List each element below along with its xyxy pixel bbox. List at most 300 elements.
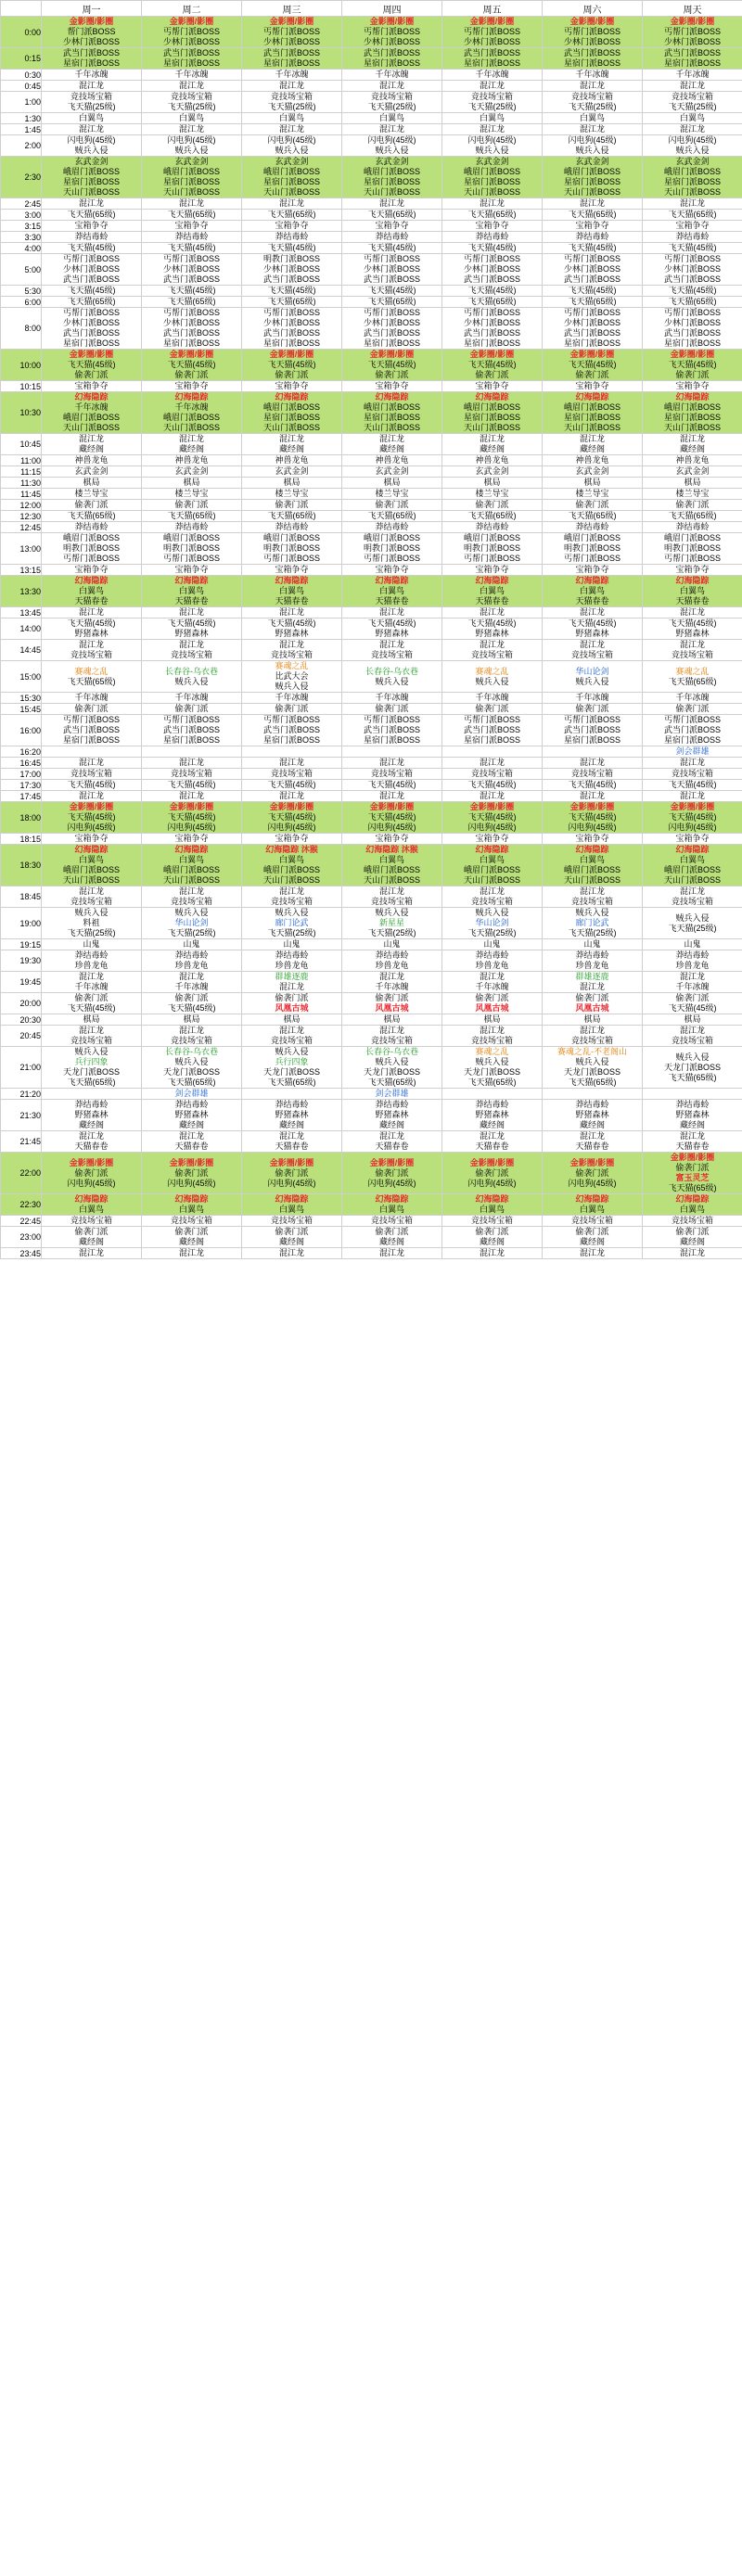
schedule-cell xyxy=(643,466,742,478)
event-entry: 竞技场宝箱 xyxy=(170,769,212,778)
event-entry: 少林门派BOSS xyxy=(663,264,721,274)
event-entry: 飞天猫(65级) xyxy=(267,511,316,520)
schedule-cell xyxy=(543,478,643,489)
event-entry: 宝箱争夺 xyxy=(475,565,509,574)
table-row xyxy=(1,1089,742,1100)
schedule-page xyxy=(0,0,742,1259)
event-entry: 白翼鸟 xyxy=(178,113,204,122)
schedule-cell xyxy=(242,1014,342,1026)
event-entry: 竞技场宝箱 xyxy=(671,769,713,778)
time-label: 13:15 xyxy=(1,565,42,576)
schedule-cell xyxy=(342,802,442,834)
event-entry: 天猫春卷 xyxy=(675,596,710,606)
event-entry: 金影圈/影圈 xyxy=(469,350,515,359)
schedule-cell xyxy=(442,640,543,661)
event-entry: 金影圈/影圈 xyxy=(69,1157,114,1167)
event-entry: 混江龙 xyxy=(178,124,204,134)
event-entry: 混江龙 xyxy=(378,434,404,443)
event-entry: 天山门派BOSS xyxy=(62,187,120,197)
event-entry: 明教门派BOSS xyxy=(663,543,721,553)
event-entry: 野猪森林 xyxy=(174,1110,209,1119)
event-entry: 少林门派BOSS xyxy=(663,37,721,46)
schedule-cell xyxy=(242,908,342,939)
schedule-cell xyxy=(142,48,242,70)
event-entry: 混江龙 xyxy=(378,1026,404,1035)
schedule-cell xyxy=(142,232,242,243)
schedule-cell xyxy=(643,232,742,243)
event-entry: 少林门派BOSS xyxy=(663,318,721,327)
schedule-cell xyxy=(142,434,242,455)
event-entry: 飞天猫(25级) xyxy=(367,102,416,111)
schedule-cell xyxy=(342,607,442,618)
event-entry: 贼兵入侵 xyxy=(475,146,509,155)
schedule-cell xyxy=(442,565,543,576)
event-entry: 剑会群雄 xyxy=(174,1089,209,1098)
event-entry: 闪电狗(45级) xyxy=(67,1178,116,1188)
time-label: 12:30 xyxy=(1,511,42,522)
schedule-cell xyxy=(42,489,142,500)
schedule-cell xyxy=(643,834,742,845)
event-entry: 偷袭门派 xyxy=(174,1227,209,1236)
event-entry: 飞天猫(45级) xyxy=(668,286,717,295)
event-entry: 幻海隐踪 xyxy=(275,576,309,585)
event-entry: 星宿门派BOSS xyxy=(563,735,620,745)
schedule-cell xyxy=(342,221,442,232)
event-entry: 少林门派BOSS xyxy=(62,318,120,327)
event-entry: 竞技场宝箱 xyxy=(470,897,513,906)
schedule-cell xyxy=(342,1047,442,1089)
event-entry: 竞技场宝箱 xyxy=(270,650,313,659)
schedule-cell xyxy=(242,780,342,791)
event-entry: 星宿门派BOSS xyxy=(563,177,620,186)
column-header-day-5: 周五 xyxy=(442,1,543,17)
time-label: 20:45 xyxy=(1,1026,42,1047)
schedule-cell xyxy=(142,210,242,221)
event-entry: 丐帮门派BOSS xyxy=(663,27,721,36)
event-entry: 楼兰导宝 xyxy=(375,489,409,498)
time-label: 15:30 xyxy=(1,693,42,704)
time-label: 13:45 xyxy=(1,607,42,618)
event-entry: 莽结毒蛉 xyxy=(74,232,109,241)
schedule-cell xyxy=(242,1047,342,1089)
event-entry: 混江龙 xyxy=(679,1131,705,1141)
event-entry: 丐帮门派BOSS xyxy=(62,554,120,563)
event-entry: 闪电狗(45级) xyxy=(167,135,216,145)
event-entry: 玄武金剑 xyxy=(475,157,509,166)
event-entry: 混江龙 xyxy=(178,758,204,767)
schedule-cell xyxy=(543,434,643,455)
event-entry: 混江龙 xyxy=(378,972,404,981)
schedule-cell xyxy=(643,886,742,908)
event-entry: 混江龙 xyxy=(78,124,104,134)
event-entry: 白翼鸟 xyxy=(679,586,705,595)
event-entry: 竞技场宝箱 xyxy=(570,650,613,659)
schedule-cell xyxy=(543,576,643,607)
schedule-cell xyxy=(342,308,442,350)
event-entry: 武当门派BOSS xyxy=(62,725,120,734)
event-entry: 峨眉门派BOSS xyxy=(363,533,420,542)
event-entry: 白翼鸟 xyxy=(78,586,104,595)
event-entry: 混江龙 xyxy=(178,1131,204,1141)
schedule-cell xyxy=(142,972,242,993)
event-entry: 藏经阁 xyxy=(278,1120,304,1129)
table-row xyxy=(1,124,742,135)
event-entry: 玄武金剑 xyxy=(174,157,209,166)
event-entry: 混江龙 xyxy=(679,81,705,90)
event-entry: 幻海隐踪 xyxy=(74,1194,109,1204)
event-entry: 明教门派BOSS xyxy=(162,543,220,553)
event-entry: 混江龙 xyxy=(178,434,204,443)
schedule-cell xyxy=(543,758,643,769)
schedule-cell xyxy=(643,308,742,350)
table-row xyxy=(1,834,742,845)
event-entry: 混江龙 xyxy=(378,198,404,208)
table-row xyxy=(1,1014,742,1026)
event-entry: 宝箱争夺 xyxy=(174,565,209,574)
event-entry: 千年冰魄 xyxy=(74,693,109,702)
event-entry: 混江龙 xyxy=(378,124,404,134)
schedule-cell xyxy=(543,1089,643,1100)
event-entry: 星宿门派BOSS xyxy=(663,177,721,186)
event-entry: 闪电狗(45级) xyxy=(167,1178,216,1188)
schedule-cell xyxy=(643,950,742,972)
table-row xyxy=(1,693,742,704)
event-entry: 丐帮门派BOSS xyxy=(162,715,220,724)
event-entry: 宝箱争夺 xyxy=(575,834,609,843)
schedule-cell xyxy=(42,81,142,92)
event-entry: 楼兰导宝 xyxy=(475,489,509,498)
event-entry: 飞天猫(65级) xyxy=(67,511,116,520)
schedule-cell xyxy=(643,972,742,993)
event-entry: 飞天猫(65级) xyxy=(267,210,316,219)
event-entry: 玄武金剑 xyxy=(275,157,309,166)
event-entry: 宝箱争夺 xyxy=(575,221,609,230)
event-entry: 白翼鸟 xyxy=(178,586,204,595)
event-entry: 峨眉门派BOSS xyxy=(363,865,420,874)
event-entry: 莽结毒蛉 xyxy=(475,522,509,531)
event-entry: 飞天猫(45级) xyxy=(568,618,617,628)
event-entry: 棋局 xyxy=(684,1014,701,1024)
schedule-cell xyxy=(42,381,142,392)
event-entry: 偷袭门派 xyxy=(475,1227,509,1236)
time-label: 16:20 xyxy=(1,746,42,758)
event-entry: 藏经阁 xyxy=(278,1237,304,1246)
schedule-cell xyxy=(643,780,742,791)
event-entry: 偷袭门派 xyxy=(74,704,109,713)
event-entry: 混江龙 xyxy=(679,607,705,617)
schedule-cell xyxy=(42,972,142,993)
schedule-cell xyxy=(242,715,342,746)
table-row xyxy=(1,92,742,113)
event-entry: 楼兰导宝 xyxy=(675,489,710,498)
time-label: 18:15 xyxy=(1,834,42,845)
event-entry: 闪电狗(45级) xyxy=(668,823,717,832)
time-label: 19:15 xyxy=(1,939,42,950)
schedule-cell xyxy=(142,308,242,350)
schedule-cell xyxy=(342,1216,442,1227)
column-header-day-2: 周二 xyxy=(142,1,242,17)
schedule-cell xyxy=(42,48,142,70)
event-entry: 千年冰魄 xyxy=(675,982,710,991)
event-entry: 飞天猫(45级) xyxy=(367,780,416,789)
event-entry: 野猪森林 xyxy=(74,629,109,638)
schedule-cell xyxy=(643,81,742,92)
schedule-cell xyxy=(643,297,742,308)
schedule-cell xyxy=(242,993,342,1014)
time-label: 0:30 xyxy=(1,70,42,81)
event-entry: 天龙门派BOSS xyxy=(463,1067,520,1077)
schedule-cell xyxy=(342,845,442,886)
schedule-cell xyxy=(442,1089,543,1100)
event-entry: 偷袭门派 xyxy=(174,1167,209,1178)
event-entry: 丐帮门派BOSS xyxy=(563,308,620,317)
event-entry: 混江龙 xyxy=(278,607,304,617)
event-entry: 飞天猫(45级) xyxy=(568,780,617,789)
schedule-cell xyxy=(142,704,242,715)
table-row xyxy=(1,972,742,993)
table-row xyxy=(1,113,742,124)
event-entry: 飞天猫(45级) xyxy=(467,812,517,822)
event-entry: 飞天猫(45级) xyxy=(367,286,416,295)
schedule-cell xyxy=(342,661,442,693)
event-entry: 风凰古城 xyxy=(575,1003,609,1013)
schedule-cell xyxy=(142,1216,242,1227)
table-row xyxy=(1,1047,742,1089)
schedule-cell xyxy=(643,1153,742,1194)
event-entry: 混江龙 xyxy=(479,124,505,134)
event-entry: 星宿门派BOSS xyxy=(663,338,721,348)
schedule-cell xyxy=(342,1194,442,1216)
event-entry: 峨眉门派BOSS xyxy=(463,533,520,542)
table-row xyxy=(1,286,742,297)
event-entry: 飞天猫(45级) xyxy=(668,1003,717,1013)
schedule-cell xyxy=(442,704,543,715)
schedule-cell xyxy=(342,124,442,135)
event-entry: 丐帮门派BOSS xyxy=(262,27,320,36)
event-entry: 兵行四象 xyxy=(74,1057,109,1066)
event-entry: 明教门派BOSS xyxy=(563,543,620,553)
schedule-cell xyxy=(543,1227,643,1248)
schedule-cell xyxy=(643,607,742,618)
schedule-cell xyxy=(342,565,442,576)
event-entry: 白翼鸟 xyxy=(78,1205,104,1214)
event-entry: 天龙门派BOSS xyxy=(162,1067,220,1077)
schedule-cell xyxy=(643,1227,742,1248)
time-label: 18:30 xyxy=(1,845,42,886)
table-row xyxy=(1,232,742,243)
event-entry: 混江龙 xyxy=(579,982,605,991)
time-label: 11:45 xyxy=(1,489,42,500)
time-label: 15:45 xyxy=(1,704,42,715)
schedule-cell xyxy=(42,993,142,1014)
schedule-cell xyxy=(543,81,643,92)
schedule-cell xyxy=(643,392,742,434)
event-entry: 星宿门派BOSS xyxy=(663,58,721,68)
schedule-cell xyxy=(142,243,242,254)
schedule-cell xyxy=(42,802,142,834)
schedule-cell xyxy=(242,455,342,466)
event-entry: 少林门派BOSS xyxy=(363,264,420,274)
event-entry: 飞天猫(45级) xyxy=(267,780,316,789)
schedule-cell xyxy=(142,802,242,834)
event-entry: 丐帮门派BOSS xyxy=(162,308,220,317)
schedule-cell xyxy=(142,769,242,780)
event-entry: 幻海隐踪 xyxy=(375,392,409,402)
event-entry: 少林门派BOSS xyxy=(463,37,520,46)
event-entry: 玄武金剑 xyxy=(575,466,609,476)
schedule-cell xyxy=(643,511,742,522)
schedule-cell xyxy=(543,198,643,210)
schedule-cell xyxy=(643,746,742,758)
event-entry: 千年冰魄 xyxy=(174,982,209,991)
schedule-cell xyxy=(342,1026,442,1047)
schedule-cell xyxy=(42,1216,142,1227)
table-row xyxy=(1,157,742,198)
event-entry: 莽结毒蛉 xyxy=(475,1100,509,1109)
table-row xyxy=(1,886,742,908)
event-entry: 山鬼 xyxy=(483,939,501,949)
event-entry: 千年冰魄 xyxy=(375,982,409,991)
event-entry: 飞天猫(45级) xyxy=(167,618,216,628)
event-entry: 飞天猫(65级) xyxy=(668,511,717,520)
schedule-cell xyxy=(442,308,543,350)
event-entry: 混江龙 xyxy=(579,1131,605,1141)
event-entry: 闪电狗(45级) xyxy=(668,135,717,145)
event-entry: 少林门派BOSS xyxy=(563,37,620,46)
event-entry: 混江龙 xyxy=(278,81,304,90)
schedule-cell xyxy=(643,533,742,565)
event-entry: 武当门派BOSS xyxy=(563,328,620,338)
table-row xyxy=(1,522,742,533)
event-entry: 长春谷-乌衣巷 xyxy=(365,666,418,676)
time-label: 21:30 xyxy=(1,1100,42,1131)
schedule-cell xyxy=(142,17,242,48)
schedule-cell xyxy=(42,455,142,466)
event-entry: 宝箱争夺 xyxy=(575,381,609,390)
event-entry: 天猫春卷 xyxy=(475,1141,509,1151)
event-entry: 千年冰魄 xyxy=(575,70,609,79)
event-entry: 飞天猫(45级) xyxy=(367,243,416,252)
event-entry: 混江龙 xyxy=(78,607,104,617)
event-entry: 莽结毒蛉 xyxy=(375,1100,409,1109)
schedule-cell xyxy=(142,746,242,758)
event-entry: 藏经阁 xyxy=(278,444,304,453)
event-entry: 金影圈/影圈 xyxy=(369,350,415,359)
event-entry: 金影圈/影圈 xyxy=(670,17,715,26)
schedule-cell xyxy=(142,81,242,92)
schedule-cell xyxy=(42,478,142,489)
event-entry: 玄武金剑 xyxy=(675,157,710,166)
event-entry: 金影圈/影圈 xyxy=(269,1157,314,1167)
schedule-cell xyxy=(442,939,543,950)
event-entry: 飞天猫(65级) xyxy=(367,297,416,306)
schedule-cell xyxy=(442,297,543,308)
event-entry: 珍兽龙龟 xyxy=(174,961,209,970)
column-header-time xyxy=(1,1,42,17)
event-entry: 少林门派BOSS xyxy=(162,318,220,327)
event-entry: 幻海隐踪 xyxy=(174,392,209,402)
event-entry: 藏经阁 xyxy=(679,1237,705,1246)
event-entry: 玄武金剑 xyxy=(275,466,309,476)
event-entry: 星宿门派BOSS xyxy=(363,338,420,348)
event-entry: 天猫春卷 xyxy=(375,1141,409,1151)
schedule-cell xyxy=(42,834,142,845)
table-row xyxy=(1,478,742,489)
event-entry: 幻海隐踪 xyxy=(475,576,509,585)
table-row xyxy=(1,221,742,232)
schedule-cell xyxy=(142,661,242,693)
event-entry: 峨眉门派BOSS xyxy=(663,865,721,874)
event-entry: 飞天猫(65级) xyxy=(167,511,216,520)
event-entry: 丐帮门派BOSS xyxy=(162,254,220,263)
schedule-cell xyxy=(42,746,142,758)
event-entry: 赛魂之乱-不老阁山 xyxy=(557,1047,627,1056)
schedule-cell xyxy=(342,1248,442,1259)
schedule-cell xyxy=(442,1216,543,1227)
event-entry: 廊门论武 xyxy=(275,918,309,927)
schedule-cell xyxy=(643,1216,742,1227)
event-entry: 飞天猫(65级) xyxy=(67,676,116,686)
event-entry: 莽结毒蛉 xyxy=(675,522,710,531)
event-entry: 贼兵入侵 xyxy=(575,1057,609,1066)
schedule-cell xyxy=(543,135,643,157)
event-entry: 莽结毒蛉 xyxy=(675,232,710,241)
schedule-cell xyxy=(643,381,742,392)
event-entry: 飞天猫(65级) xyxy=(167,1078,216,1087)
event-entry: 混江龙 xyxy=(178,1248,204,1257)
event-entry: 峨眉门派BOSS xyxy=(262,533,320,542)
event-entry: 天山门派BOSS xyxy=(363,423,420,432)
schedule-cell xyxy=(42,522,142,533)
event-entry: 竞技场宝箱 xyxy=(270,1036,313,1045)
event-entry: 千年冰魄 xyxy=(675,70,710,79)
event-entry: 峨眉门派BOSS xyxy=(262,865,320,874)
schedule-cell xyxy=(442,1227,543,1248)
event-entry: 飞天猫(45级) xyxy=(267,286,316,295)
schedule-cell xyxy=(242,254,342,286)
event-entry: 偷袭门派 xyxy=(74,500,109,509)
event-entry: 飞天猫(45级) xyxy=(67,360,116,369)
schedule-cell xyxy=(543,381,643,392)
event-entry: 混江龙 xyxy=(378,758,404,767)
event-entry: 贼兵入侵 xyxy=(275,908,309,917)
schedule-cell xyxy=(442,576,543,607)
schedule-cell xyxy=(643,640,742,661)
schedule-cell xyxy=(42,350,142,381)
table-row xyxy=(1,939,742,950)
event-entry: 金影圈/影圈 xyxy=(269,802,314,811)
schedule-cell xyxy=(142,715,242,746)
schedule-cell xyxy=(543,1131,643,1153)
event-entry: 贼兵入侵 xyxy=(375,146,409,155)
event-entry: 混江龙 xyxy=(278,640,304,649)
schedule-cell xyxy=(342,1089,442,1100)
event-entry: 飞天猫(25级) xyxy=(367,928,416,937)
time-label: 3:15 xyxy=(1,221,42,232)
table-row xyxy=(1,434,742,455)
event-entry: 野猪森林 xyxy=(475,1110,509,1119)
schedule-cell xyxy=(242,1194,342,1216)
schedule-cell xyxy=(342,113,442,124)
event-entry: 峨眉门派BOSS xyxy=(363,402,420,412)
table-row xyxy=(1,48,742,70)
event-entry: 竞技场宝箱 xyxy=(570,1036,613,1045)
event-entry: 混江龙 xyxy=(479,640,505,649)
schedule-cell xyxy=(42,565,142,576)
event-entry: 混江龙 xyxy=(479,1026,505,1035)
event-entry: 白翼鸟 xyxy=(178,855,204,864)
time-label: 4:00 xyxy=(1,243,42,254)
